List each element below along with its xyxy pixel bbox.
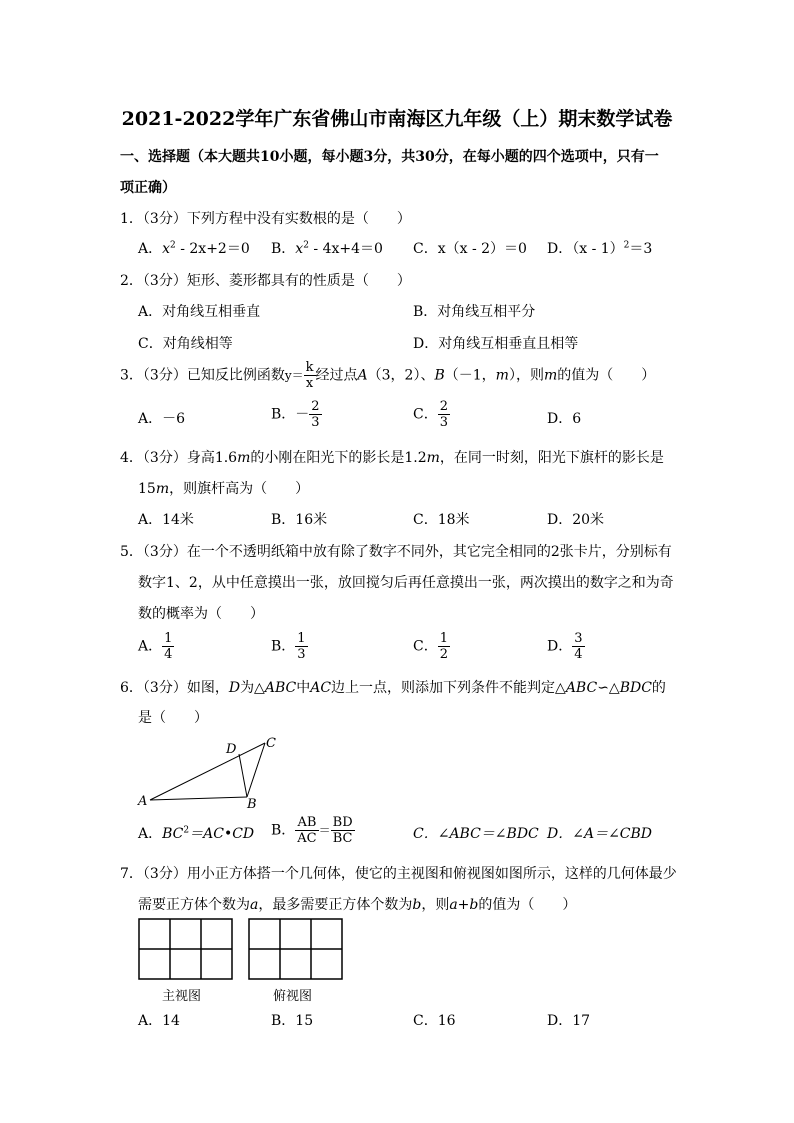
q7-option-c: C．16	[413, 1013, 456, 1029]
q2-stem: 2．（3分）矩形、菱形都具有的性质是（ ）	[120, 273, 411, 289]
side-ac	[150, 743, 265, 800]
q1-stem: 1．（3分）下列方程中没有实数根的是（ ）	[120, 211, 411, 227]
q5-option-c: C． $\frac{1}{2}$	[413, 631, 448, 662]
q4-stem-line2: 15m，则旗杆高为（ ）	[138, 481, 310, 497]
q3-option-a: A．－6	[138, 411, 186, 427]
q5-stem-line1: 5．（3分）在一个不透明纸箱中放有除了数字不同外，其它完全相同的2张卡片，分别标有	[120, 544, 672, 560]
q6-option-a: A．$BC^2=AC•CD$	[138, 825, 255, 842]
section-heading-line1: 一、选择题（本大题共10小题，每小题3分，共30分，在每小题的四个选项中，只有一	[120, 149, 659, 165]
q4-option-c: C．18米	[413, 512, 470, 528]
q1-option-c: C．x（x - 2）＝0	[413, 241, 527, 257]
q6-option-c: C．∠ABC＝∠BDC	[413, 826, 539, 842]
label-c: C	[266, 736, 276, 751]
q4-stem-line1: 4．（3分）身高1.6m的小刚在阳光下的影长是1.2m，在同一时刻，阳光下旗杆的影长是	[120, 450, 664, 466]
label-b: B	[247, 797, 257, 812]
q2-option-a: A．对角线互相垂直	[138, 304, 261, 320]
label-a: A	[138, 794, 148, 809]
q7-views-figure	[138, 918, 344, 982]
q1-option-b: B．$x^2 - 4x+4=0$	[271, 240, 383, 257]
q4-option-a: A．14米	[138, 512, 194, 528]
q3-option-c: C． $\frac{2}{3}$	[413, 399, 448, 430]
front-view-grid	[139, 919, 232, 979]
q6-option-d: D．∠A＝∠CBD	[547, 826, 653, 842]
q7-option-b: B．15	[271, 1013, 314, 1029]
q1-option-a: A．$x^2 - 2x+2=0$	[138, 240, 250, 257]
q2-option-c: C．对角线相等	[138, 336, 233, 352]
q5-stem-line3: 数的概率为（ ）	[138, 606, 264, 622]
q6-triangle-figure	[130, 730, 290, 812]
q3-option-b: B．－ $\frac{2}{3}$	[271, 399, 320, 430]
q6-stem-line1: 6．（3分）如图，D为△ABC中AC边上一点，则添加下列条件不能判定△ABC∽△BDC的	[120, 680, 666, 696]
q2-option-b: B．对角线互相平分	[413, 304, 536, 320]
q6-option-b: B． $\frac{AB}{AC}$ ＝ $\frac{BD}{BC}$	[271, 815, 353, 846]
q2-option-d: D．对角线互相垂直且相等	[413, 336, 579, 352]
label-d: D	[226, 742, 237, 757]
top-view-grid	[249, 919, 342, 979]
front-view-caption: 主视图	[162, 989, 202, 1004]
q6-stem-line2: 是（ ）	[138, 710, 208, 726]
q5-option-d: D． $\frac{3}{4}$	[547, 631, 583, 662]
q5-stem-line2: 数字1、2，从中任意摸出一张，放回搅匀后再任意摸出一张，两次摸出的数字之和为奇	[138, 575, 674, 591]
q7-option-a: A．14	[138, 1013, 180, 1029]
q3-option-d: D．6	[547, 411, 582, 427]
section-heading-line2: 项正确）	[120, 180, 176, 196]
q7-stem-line2: 需要正方体个数为a，最多需要正方体个数为b，则a+b的值为（ ）	[138, 897, 577, 913]
q4-option-d: D．20米	[547, 512, 605, 528]
segment-bd	[239, 754, 247, 797]
side-ab	[150, 797, 247, 800]
q1-option-d: D．（x - 1）$^2$＝3	[547, 240, 653, 257]
page-title: 2021-2022学年广东省佛山市南海区九年级（上）期末数学试卷	[121, 108, 673, 130]
q3-stem: 3．（3分）已知反比例函数y＝ $\frac{k}{x}$ 经过点A（3，2）、B（－1，m），则m的值为（ ）	[120, 360, 656, 391]
q7-option-d: D．17	[547, 1013, 591, 1029]
q5-option-a: A． $\frac{1}{4}$	[138, 631, 173, 662]
top-view-caption: 俯视图	[273, 989, 313, 1004]
q4-option-b: B．16米	[271, 512, 328, 528]
q5-option-b: B． $\frac{1}{3}$	[271, 631, 306, 662]
q7-stem-line1: 7．（3分）用小正方体搭一个几何体，使它的主视图和俯视图如图所示，这样的几何体最少	[120, 866, 677, 882]
